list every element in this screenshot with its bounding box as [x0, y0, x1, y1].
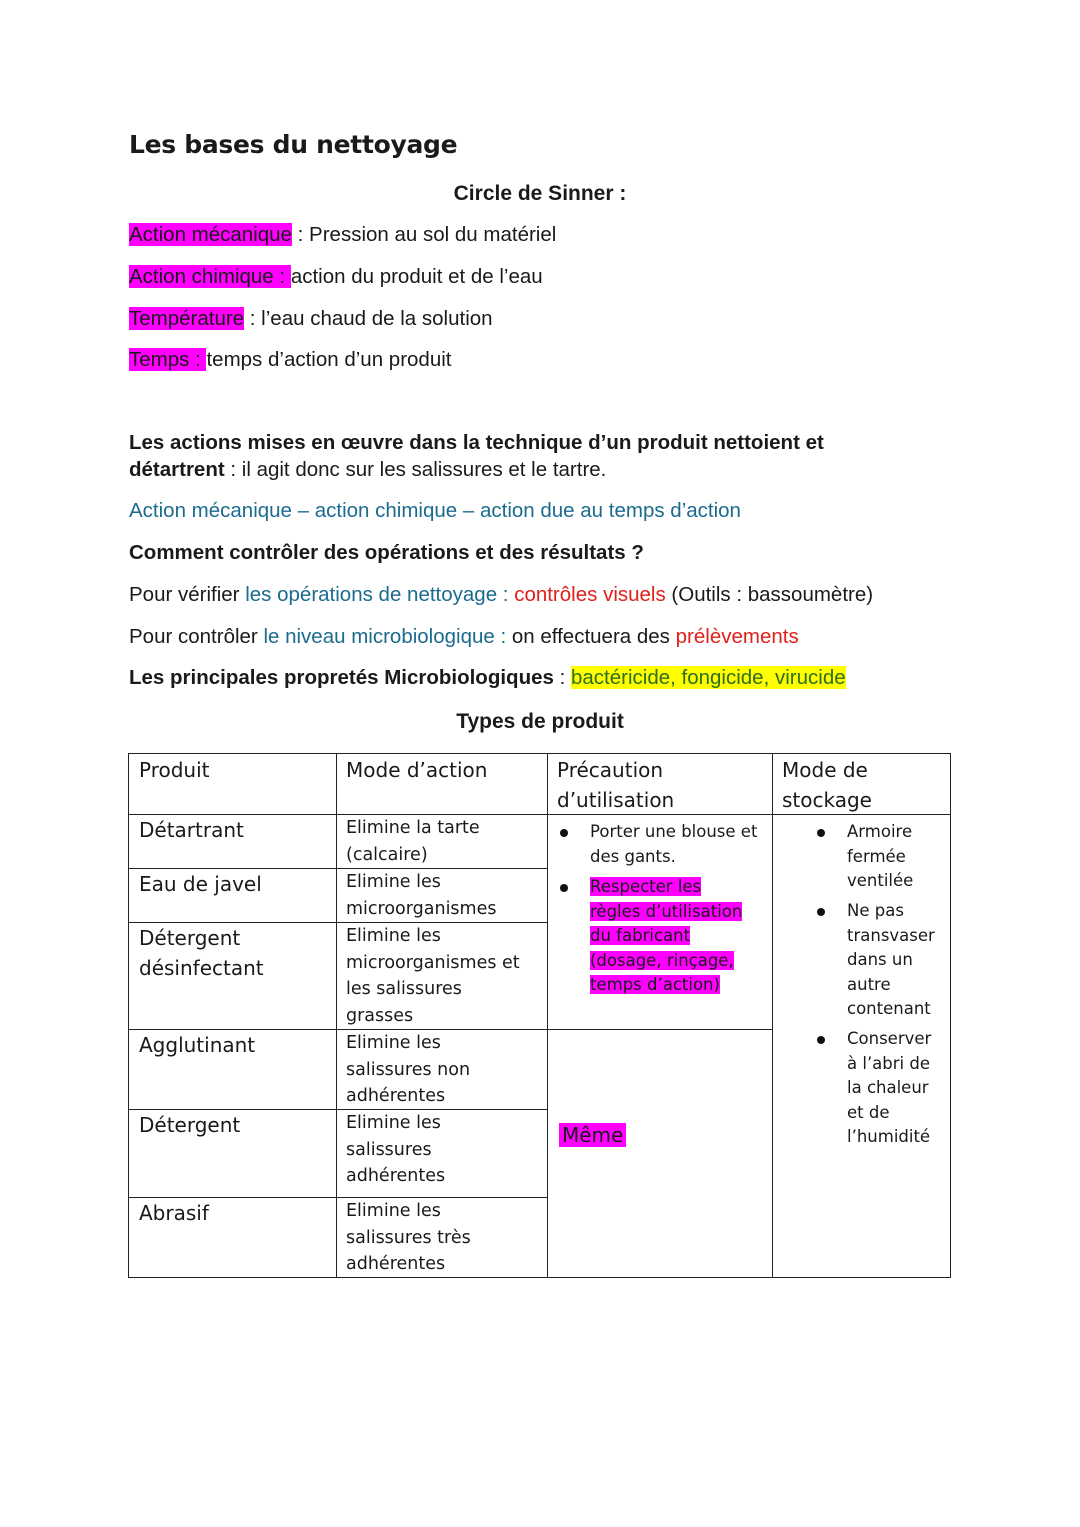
col-divider [547, 754, 548, 1277]
precaution-line: Porter une blouse et [590, 822, 758, 841]
bullet-icon [817, 829, 825, 837]
sinner-item-mecanique [129, 223, 556, 247]
term-text: : l’eau chaud de la solution [244, 307, 493, 330]
header-precaution-line: Précaution [557, 758, 664, 782]
control-line2 [129, 625, 799, 649]
mode-line: adhérentes [346, 1086, 446, 1106]
micro-values: bactéricide, fongicide, virucide [571, 666, 846, 689]
sinner-heading: Circle de Sinner : [453, 182, 627, 205]
header-stockage [782, 755, 872, 815]
control-line2-d: prélèvements [675, 625, 799, 648]
control-line1-b: les opérations de nettoyage : [245, 583, 515, 606]
mode-line: (calcaire) [346, 844, 428, 865]
produit-agglutinant: Agglutinant [139, 1033, 256, 1057]
control-line2-b: le niveau microbiologique : [263, 625, 512, 648]
mode-line: grasses [346, 1005, 414, 1026]
actions-rest: : il agit donc sur les salissures et le tartre. [224, 458, 607, 481]
col-divider [336, 754, 337, 1277]
control-line1-d: (Outils : bassoumètre) [665, 583, 874, 606]
mode-line: Elimine les [346, 1033, 441, 1053]
stockage-line: l’humidité [847, 1127, 931, 1146]
control-line2-a: Pour contrôler [129, 625, 264, 648]
mode-line: salissures très [346, 1227, 471, 1248]
term-text: action du produit et de l’eau [290, 265, 543, 288]
control-heading: Comment contrôler des opérations et des résultats ? [129, 541, 644, 564]
produit-detergent: Détergent [139, 1113, 241, 1137]
term-text: : Pression au sol du matériel [291, 223, 557, 246]
produit-detartrant: Détartrant [139, 818, 244, 842]
mode-line: salissures [346, 1139, 432, 1160]
mode-javel [346, 869, 496, 922]
control-line2-c: on effectuera des [511, 625, 676, 648]
term-highlight: Temps : [129, 348, 207, 371]
micro-line [129, 666, 846, 690]
precaution-line: Respecter les [590, 877, 702, 896]
actions-bold-line1: Les actions mises en œuvre dans la technique d’un produit nettoient et [129, 431, 824, 454]
stockage-transvaser [847, 899, 935, 1022]
produit-line: Détergent [139, 926, 241, 950]
bullet-icon [560, 884, 568, 892]
precaution-blouse [590, 820, 757, 869]
bullet-icon [817, 1036, 825, 1044]
produit-detergent-desinfectant [139, 923, 264, 983]
mode-line: Elimine les [346, 872, 441, 892]
produit-abrasif: Abrasif [139, 1201, 209, 1225]
term-highlight: Action mécanique [129, 223, 292, 246]
product-table [128, 753, 951, 1278]
stockage-line: dans un [847, 950, 913, 969]
stockage-line: autre [847, 974, 891, 994]
precaution-line: temps d’action) [590, 975, 720, 994]
stockage-line: Armoire [847, 822, 913, 841]
mode-line: les salissures [346, 979, 462, 999]
mode-agglutinant [346, 1030, 470, 1110]
precaution-line: règles d’utilisation [590, 901, 743, 921]
header-produit: Produit [139, 758, 210, 782]
sinner-item-temperature [129, 307, 493, 331]
header-precaution [557, 755, 674, 815]
stockage-line: ventilée [847, 871, 914, 890]
header-stockage-line: Mode de [782, 758, 868, 782]
stockage-line: à l’abri de [847, 1053, 931, 1073]
term-text: temps d’action d’un produit [206, 348, 452, 371]
header-mode-action: Mode d’action [346, 758, 488, 782]
term-highlight: Température [129, 307, 245, 330]
stockage-line: Conserver [847, 1029, 932, 1048]
mode-abrasif [346, 1198, 471, 1278]
mode-line: Elimine les [346, 926, 441, 946]
col-divider [772, 754, 773, 1277]
control-line1-c: contrôles visuels [514, 583, 666, 606]
mode-line: salissures non [346, 1059, 471, 1080]
bullet-icon [560, 829, 568, 837]
precaution-fabricant [590, 875, 742, 998]
actions-bold-line2: détartrent [129, 458, 225, 481]
bullet-icon [817, 908, 825, 916]
produit-line: désinfectant [139, 956, 264, 980]
mode-detartrant [346, 815, 480, 868]
mode-line: Elimine les [346, 1113, 441, 1133]
precaution-line: des gants. [590, 846, 676, 866]
header-precaution-line: d’utilisation [557, 788, 675, 812]
produit-javel: Eau de javel [139, 872, 262, 896]
stockage-line: la chaleur [847, 1078, 929, 1097]
actions-line2 [129, 458, 606, 482]
term-highlight: Action chimique : [129, 265, 291, 288]
stockage-line: transvaser [847, 925, 935, 945]
control-line1 [129, 583, 873, 607]
mode-line: adhérentes [346, 1166, 446, 1186]
control-line1-a: Pour vérifier [129, 583, 246, 606]
table-heading: Types de produit [456, 710, 624, 733]
stockage-line: fermée [847, 846, 906, 866]
mode-line: microorganismes et [346, 952, 520, 973]
stockage-conserver [847, 1027, 931, 1150]
mode-line: Elimine la tarte [346, 818, 480, 838]
header-stockage-line: stockage [782, 788, 872, 812]
stockage-line: contenant [847, 999, 931, 1018]
mode-detergent-desinfectant [346, 923, 520, 1029]
page-title: Les bases du nettoyage [129, 130, 458, 159]
meme-highlight: Même [559, 1123, 626, 1147]
sinner-item-temps [129, 348, 451, 372]
precaution-line: (dosage, rinçage, [590, 950, 734, 970]
stockage-line: et de [847, 1102, 890, 1122]
mode-detergent [346, 1110, 445, 1190]
micro-sep: : [553, 666, 571, 689]
precaution-line: du fabricant [590, 926, 691, 945]
mode-line: Elimine les [346, 1201, 441, 1221]
stockage-armoire [847, 820, 913, 894]
mode-line: microorganismes [346, 898, 497, 919]
precaution-meme [557, 1120, 628, 1150]
mode-line: adhérentes [346, 1254, 446, 1274]
actions-list: Action mécanique – action chimique – action due au temps d’action [129, 499, 741, 522]
micro-label: Les principales propretés Microbiologiques [129, 666, 554, 689]
sinner-item-chimique [129, 265, 543, 289]
stockage-line: Ne pas [847, 901, 904, 920]
